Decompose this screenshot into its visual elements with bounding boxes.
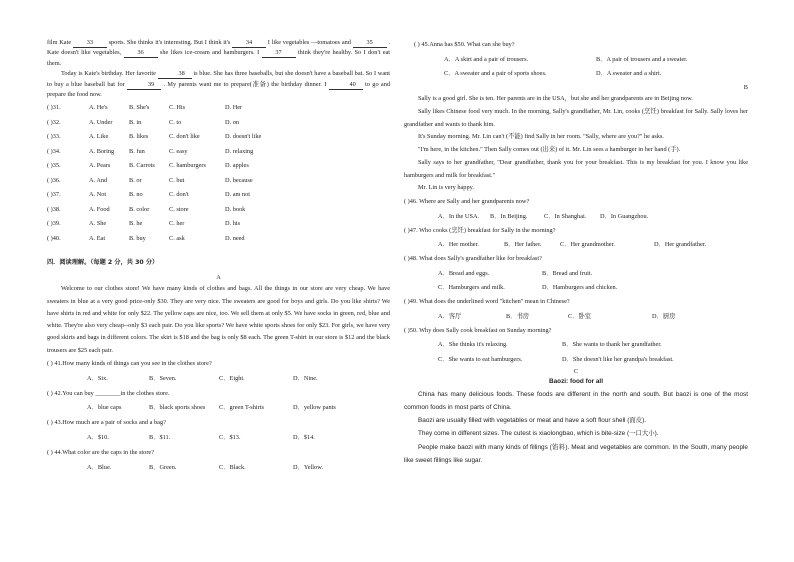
option-a[interactable]: A．In the USA. xyxy=(438,212,480,220)
question-number: ( )39. xyxy=(47,220,61,228)
question-number: ( )37. xyxy=(47,191,61,199)
text: . Kate doesn't like vegetables, xyxy=(47,39,390,57)
option-b[interactable]: B．Seven. xyxy=(149,374,177,382)
passage-b-text xyxy=(404,93,748,195)
option-a[interactable]: A. Like xyxy=(89,133,109,141)
option-d[interactable]: D. need xyxy=(225,234,245,242)
option-b[interactable]: B. Carrots xyxy=(129,162,155,170)
question-number: ( )36. xyxy=(47,176,61,184)
question-50[interactable] xyxy=(404,324,748,367)
question-number: ( )40. xyxy=(47,234,61,242)
option-c[interactable]: C．卧室 xyxy=(568,312,592,320)
option-a[interactable]: A. Food xyxy=(89,205,110,213)
passage-c-label: C xyxy=(573,367,579,375)
paragraph: China has many delicious foods. These foods are different in the north and south. But baozi is one of the most common foods in most parts of China. xyxy=(404,390,748,412)
option-a[interactable]: A．客厅 xyxy=(438,312,462,320)
option-c[interactable]: C. to xyxy=(169,118,182,126)
option-b[interactable]: B. likes xyxy=(129,133,149,141)
option-c[interactable]: C. easy xyxy=(169,147,188,155)
question-47[interactable] xyxy=(404,224,748,253)
option-d[interactable]: D．A sweater and a shirt. xyxy=(596,70,662,77)
option-c[interactable]: C. but xyxy=(169,176,185,184)
option-d[interactable]: D．厨房 xyxy=(652,312,676,320)
question-text: ( ) 42.You can buy ________in the clothes store. xyxy=(47,389,170,397)
option-c[interactable]: C．Black. xyxy=(219,463,246,471)
option-c[interactable]: C．Eight. xyxy=(219,374,245,382)
question-46[interactable] xyxy=(404,195,748,224)
cloze-question-36[interactable] xyxy=(47,174,390,189)
option-c[interactable]: C. don't xyxy=(169,191,189,199)
text: is blue. She has three baseballs, but she doesn't have a baseball bat. So I want to buy a blue baseball bat for xyxy=(47,70,391,88)
question-41[interactable] xyxy=(47,357,390,387)
option-b[interactable]: B．A pair of trousers and a sweater. xyxy=(596,55,688,63)
option-b[interactable]: B．Bread and fruit. xyxy=(542,269,593,277)
question-number: ( )31. xyxy=(47,104,61,112)
cloze-question-31[interactable] xyxy=(47,101,390,116)
blank-39[interactable]: 39 xyxy=(127,81,161,90)
question-text: ( )50. Why does Sally cook breakfast on Sunday morning? xyxy=(404,326,552,334)
option-b[interactable]: B．书房 xyxy=(506,312,530,320)
passage-b-label: B xyxy=(743,83,748,91)
cloze-question-32[interactable] xyxy=(47,116,390,131)
question-text: ( )47. Who cooks (烹饪) breakfast for Sally in the morning? xyxy=(404,226,556,234)
paragraph: Mr. Lin is very happy. xyxy=(418,184,474,192)
option-c[interactable]: C. ask xyxy=(169,234,185,242)
option-c[interactable]: C．$13. xyxy=(219,434,241,442)
option-d[interactable]: D. apples xyxy=(225,162,249,170)
question-44[interactable] xyxy=(47,446,390,476)
option-a[interactable]: A．blue caps xyxy=(87,404,122,412)
option-b[interactable]: B. no xyxy=(129,191,143,199)
option-b[interactable]: B. color xyxy=(129,205,150,213)
option-c[interactable]: C．In Shanghai. xyxy=(544,212,587,220)
cloze-question-40[interactable] xyxy=(47,232,390,247)
text: to go and prepare the food now. xyxy=(47,80,391,99)
option-b[interactable]: B．Her father. xyxy=(504,241,542,249)
option-b[interactable]: B. fun xyxy=(129,147,145,155)
option-d[interactable]: D. his xyxy=(225,220,241,228)
cloze-question-34[interactable] xyxy=(47,145,390,160)
blank-37[interactable]: 37 xyxy=(262,49,296,58)
option-c[interactable]: C. her xyxy=(169,220,185,228)
blank-35[interactable]: 35 xyxy=(353,39,387,48)
option-d[interactable]: D．Yellow. xyxy=(293,463,323,471)
option-d[interactable]: D．Hamburgers and chicken. xyxy=(542,284,618,292)
right-column xyxy=(404,38,748,467)
passage-a-label: A xyxy=(216,273,221,281)
option-d[interactable]: D．Nine. xyxy=(293,374,318,382)
option-d[interactable]: D．Her grandfather. xyxy=(654,241,707,249)
question-number: ( )34. xyxy=(47,147,61,155)
question-number: ( )38. xyxy=(47,205,61,213)
option-a[interactable]: A. He's xyxy=(89,104,108,112)
question-text: ( ) 43.How much are a pair of socks and a bag? xyxy=(47,419,166,427)
cloze-paragraph-1 xyxy=(47,38,390,69)
option-b[interactable]: B. he xyxy=(129,220,143,228)
blank-38[interactable]: 38 xyxy=(158,70,192,79)
option-a[interactable]: A．She thinks it's relaxing. xyxy=(438,341,508,349)
paragraph: They come in different sizes. The cutest is xiaolongbao, which is bite-size (一口大小). xyxy=(418,430,659,438)
cloze-question-38[interactable] xyxy=(47,203,390,218)
blank-40[interactable]: 40 xyxy=(329,81,363,90)
text: think they're healthy. So I don't eat them. xyxy=(47,49,391,67)
option-d[interactable]: D．She doesn't like her grandpa's breakfast. xyxy=(562,355,674,363)
option-c[interactable]: C．Hamburgers and milk. xyxy=(438,284,505,292)
cloze-question-39[interactable] xyxy=(47,217,390,232)
blank-34[interactable]: 34 xyxy=(232,39,266,48)
option-d[interactable]: D．$14. xyxy=(293,434,315,442)
option-a[interactable]: A．$10. xyxy=(87,434,109,442)
paragraph: Baozi are usually filled with vegetables or meat and have a soft flour shell (面皮). xyxy=(418,417,647,425)
text: film Kate xyxy=(47,39,72,46)
option-a[interactable]: A．A skirt and a pair of trousers. xyxy=(444,55,529,63)
passage-a-text: Welcome to our clothes store! We have many kinds of clothes and bags. All the things in our store are very cheap. We have sweaters in blue at a very good price-only $30. They are very nice. The sweaters are good for boys and girls. Do you like shirts? We have shirts in red and white for only $22. The yellow caps are nice, too. We sell them at only $5. We have socks in green, red, blue and white. They're also very cheap--only $3 each pair. Do you like sports? We have white sports shoes for only $23. For girls, we have very good skirts and bags in different colors. The skirt is $18 and the bag is only $8 each. The green T-shirt in our store is $12 and the black trousers are $25 each pair. xyxy=(47,285,390,354)
blank-36[interactable]: 36 xyxy=(124,49,158,58)
option-b[interactable]: B．black sports shoes xyxy=(149,404,206,412)
question-text: ( ) 44.What color are the caps in the store? xyxy=(47,448,155,456)
cloze-question-37[interactable] xyxy=(47,188,390,203)
question-text: ( )48. What does Sally's grandfather like for breakfast? xyxy=(404,255,542,263)
option-a[interactable]: A. Boring xyxy=(89,147,115,155)
option-b[interactable]: B．In Beijing. xyxy=(490,212,528,220)
text: . My parents want me to prepare(准备) the birthday dinner. I xyxy=(163,80,327,88)
option-a[interactable]: A. Eat xyxy=(89,234,106,242)
option-d[interactable]: D. because xyxy=(225,176,253,184)
cloze-question-35[interactable] xyxy=(47,159,390,174)
option-d[interactable]: D. doesn't like xyxy=(225,133,262,141)
reading-questions-b xyxy=(404,195,748,367)
question-text: ( ) 41.How many kinds of things can you see in the clothes store? xyxy=(47,360,212,368)
paragraph: Sally says to her grandfather, "Dear grandfather, thank you for your breakfast. This is my breakfast for you. I know you like hamburgers and milk for breakfast." xyxy=(404,158,748,179)
option-a[interactable]: A. Pears xyxy=(89,162,111,170)
cloze-paragraph-2 xyxy=(47,69,390,100)
paragraph: People make baozi with many kinds of fillings (馅料). Meat and vegetables are common. In the South, many people like sweet fillings like sugar. xyxy=(404,443,748,464)
question-49[interactable] xyxy=(404,295,748,324)
text: I like vegetables —tomatoes and xyxy=(267,39,351,46)
option-d[interactable]: D．yellow pants xyxy=(293,404,336,412)
paragraph: "I'm here, in the kitchen." Then Sally comes out (出来) of it. Mr. Lin sees a hamburger in her hand (手). xyxy=(418,146,681,154)
option-b[interactable]: B. or xyxy=(129,176,142,184)
text: Today is Kate's birthday. Her favorite xyxy=(61,70,156,78)
option-a[interactable]: A. She xyxy=(89,220,107,228)
reading-questions-a xyxy=(47,357,390,475)
option-d[interactable]: D. Her xyxy=(225,104,243,112)
question-42[interactable] xyxy=(47,387,390,417)
option-c[interactable]: C．A sweater and a pair of sports shoes. xyxy=(444,70,547,77)
option-c[interactable]: C. His xyxy=(169,104,186,112)
option-d[interactable]: D．In Guangzhou. xyxy=(600,212,649,220)
option-c[interactable]: C. store xyxy=(169,205,189,213)
left-column xyxy=(47,38,390,475)
option-d[interactable]: D. on xyxy=(225,118,239,126)
paragraph: It's Sunday morning. Mr. Lin can't (不能) find Sally in her room. "Sally, where are you?" he asks. xyxy=(418,133,664,141)
paragraph: Sally is a good girl. She is ten. Her parents are in the USA，but she and her grandparents are in Beijing now. xyxy=(418,94,693,102)
option-b[interactable]: B. She's xyxy=(129,104,150,112)
option-b[interactable]: B. buy xyxy=(129,234,146,242)
option-a[interactable]: A．Blue. xyxy=(87,463,112,471)
section-4-title: 四．阅读理解。（每题 2 分，共 30 分） xyxy=(47,259,159,267)
paragraph: Sally likes Chinese food very much. In the morning, Sally's grandfather, Mr. Lin, cooks (烹饪) breakfast for Sally. Sally loves her grandfather and wants to thank him. xyxy=(404,107,748,128)
blank-33[interactable]: 33 xyxy=(73,39,107,48)
option-a[interactable]: A．Six. xyxy=(87,374,108,382)
option-a[interactable]: A．Bread and eggs. xyxy=(438,269,490,277)
question-number: ( )33. xyxy=(47,133,61,141)
cloze-question-33[interactable] xyxy=(47,130,390,145)
question-48[interactable] xyxy=(404,252,748,295)
passage-c-title: Baozi: food for all xyxy=(549,377,603,385)
option-d[interactable]: D. am not xyxy=(225,191,251,199)
question-text: ( )49. What does the underlined word "kitchen" mean in Chinese? xyxy=(404,298,570,306)
question-45[interactable] xyxy=(404,38,748,82)
cloze-question-list xyxy=(47,101,390,246)
option-a[interactable]: A. Not xyxy=(89,191,107,199)
option-b[interactable]: B．$11. xyxy=(149,434,171,442)
option-c[interactable]: C．green T-shirts xyxy=(219,404,264,412)
option-c[interactable]: C. don't like xyxy=(169,133,200,141)
question-number: ( )32. xyxy=(47,118,61,126)
option-c[interactable]: C．She wants to eat hamburgers. xyxy=(438,355,523,363)
text: she likes ice-cream and hamburgers. I xyxy=(159,49,260,57)
option-a[interactable]: A. Under xyxy=(89,118,113,126)
option-d[interactable]: D. relaxing xyxy=(225,147,254,155)
option-b[interactable]: B．She wants to thank her grandfather. xyxy=(562,341,662,349)
option-a[interactable]: A. And xyxy=(89,176,108,184)
option-c[interactable]: C．Her grandmother. xyxy=(560,241,615,249)
question-text: ( )46. Where are Sally and her grandparents now? xyxy=(404,198,530,206)
option-a[interactable]: A．Her mother. xyxy=(438,241,479,249)
passage-c-text xyxy=(404,388,748,467)
option-b[interactable]: B. in xyxy=(129,118,142,126)
option-d[interactable]: D. book xyxy=(225,205,246,213)
option-b[interactable]: B．Green. xyxy=(149,463,177,471)
question-number: ( )35. xyxy=(47,162,61,170)
question-43[interactable] xyxy=(47,416,390,446)
question-text: ( ) 45.Anna has $50. What can she buy? xyxy=(414,41,515,48)
option-c[interactable]: C. hamburgers xyxy=(169,162,206,170)
text: sports. She thinks it's interesting. But I think it's xyxy=(108,39,231,46)
